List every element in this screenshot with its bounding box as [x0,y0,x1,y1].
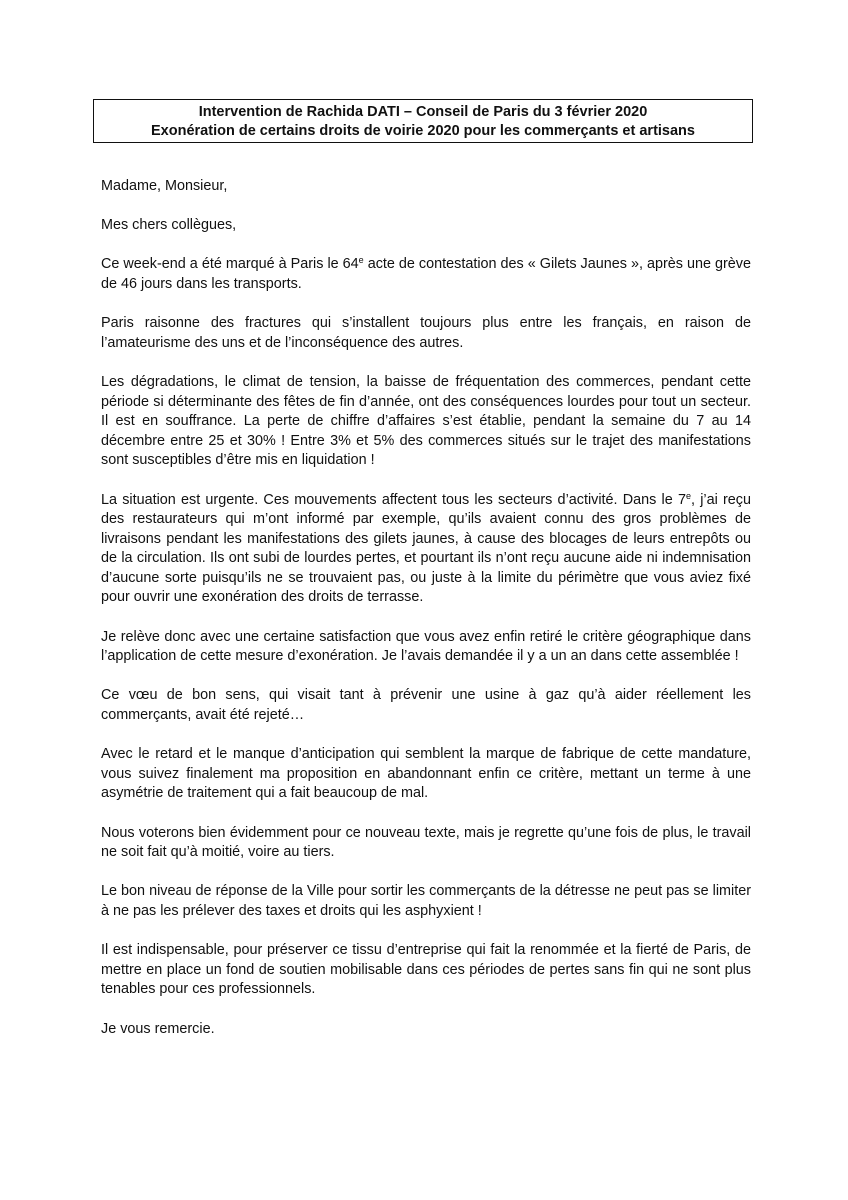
letter-body [101,177,751,1059]
paragraph-10: Il est indispensable, pour préserver ce tissu d’entreprise qui fait la renommée et la fierté de Paris, de mettre en place un fond de soutien mobilisable dans ces périodes de pertes sans fin qui ne sont plus tenables pour ces professionnels. [101,942,751,998]
paragraph-2: Paris raisonne des fractures qui s’installent toujours plus entre les français, en raison de l’amateurisme des uns et de l’inconséquence des autres. [101,315,751,351]
paragraph-7: Avec le retard et le manque d’anticipation qui semblent la marque de fabrique de cette mandature, vous suivez finalement ma proposition en abandonnant enfin ce critère, mettant un terme à une asymétrie de traitement qui a fait beaucoup de mal. [101,746,751,802]
title-box [93,99,753,143]
closing: Je vous remercie. [101,1020,215,1037]
title-line-1: Intervention de Rachida DATI – Conseil de Paris du 3 février 2020 [198,104,648,120]
paragraph-4-end: , j’ai reçu des restaurateurs qui m’ont informé par exemple, qu’ils avaient connu des gros problèmes de livraisons pendant les manifestations des gilets jaunes, à cause des blocages de leurs entrepôts ou de la circulation. Ils ont subi de lourdes pertes, et pourtant ils n’ont reçu aucune aide ni indemnisation d’aucune sorte puisqu’ils ne se trouvaient pas, ou juste à la limite du périmètre que vous aviez fixé pour ouvrir une exonération des droits de terrasse. [101,491,751,606]
paragraph-3: Les dégradations, le climat de tension, la baisse de fréquentation des commerces, pendant cette période si déterminante des fêtes de fin d’année, ont des conséquences lourdes pour tout un secteur. Il est en souffrance. La perte de chiffre d’affaires s’est établie, pendant la semaine du 7 au 14 décembre entre 25 et 30% ! Entre 3% et 5% des commerces situés sur le trajet des manifestations sont susceptibles d’être mis en liquidation ! [101,373,751,469]
paragraph-5: Je relève donc avec une certaine satisfaction que vous avez enfin retiré le critère géographique dans l’application de cette mesure d’exonération. Je l’avais demandée il y a un an dans cette assemblée ! [101,628,751,665]
paragraph-4 [101,491,751,609]
paragraph-6: Ce vœu de bon sens, qui visait tant à prévenir une usine à gaz qu’à aider réellement les commerçants, avait été rejeté… [101,687,751,724]
paragraph-9: Le bon niveau de réponse de la Ville pour sortir les commerçants de la détresse ne peut pas se limiter à ne pas les prélever des taxes et droits qui les asphyxient ! [101,883,751,919]
ordinal-suffix: e [685,490,691,501]
paragraph-1-start: Ce week-end a été marqué à Paris le 64 [101,256,359,273]
greeting: Mes chers collègues, [101,217,237,234]
title-line-2: Exonération de certains droits de voirie 2020 pour les commerçants et artisans [151,123,695,139]
paragraph-8: Nous voterons bien évidemment pour ce nouveau texte, mais je regrette qu’une fois de plus, le travail ne soit fait qu’à moitié, voire au tiers. [101,824,751,861]
paragraph-4-start: La situation est urgente. Ces mouvements affectent tous les secteurs d’activité. Dans le 7 [101,491,686,508]
ordinal-suffix: e [358,255,364,266]
paragraph-1-end: acte de contestation des « Gilets Jaunes », après une grève de 46 jours dans les transports. [101,256,751,292]
paragraph-1 [101,255,751,294]
salutation: Madame, Monsieur, [101,178,228,194]
